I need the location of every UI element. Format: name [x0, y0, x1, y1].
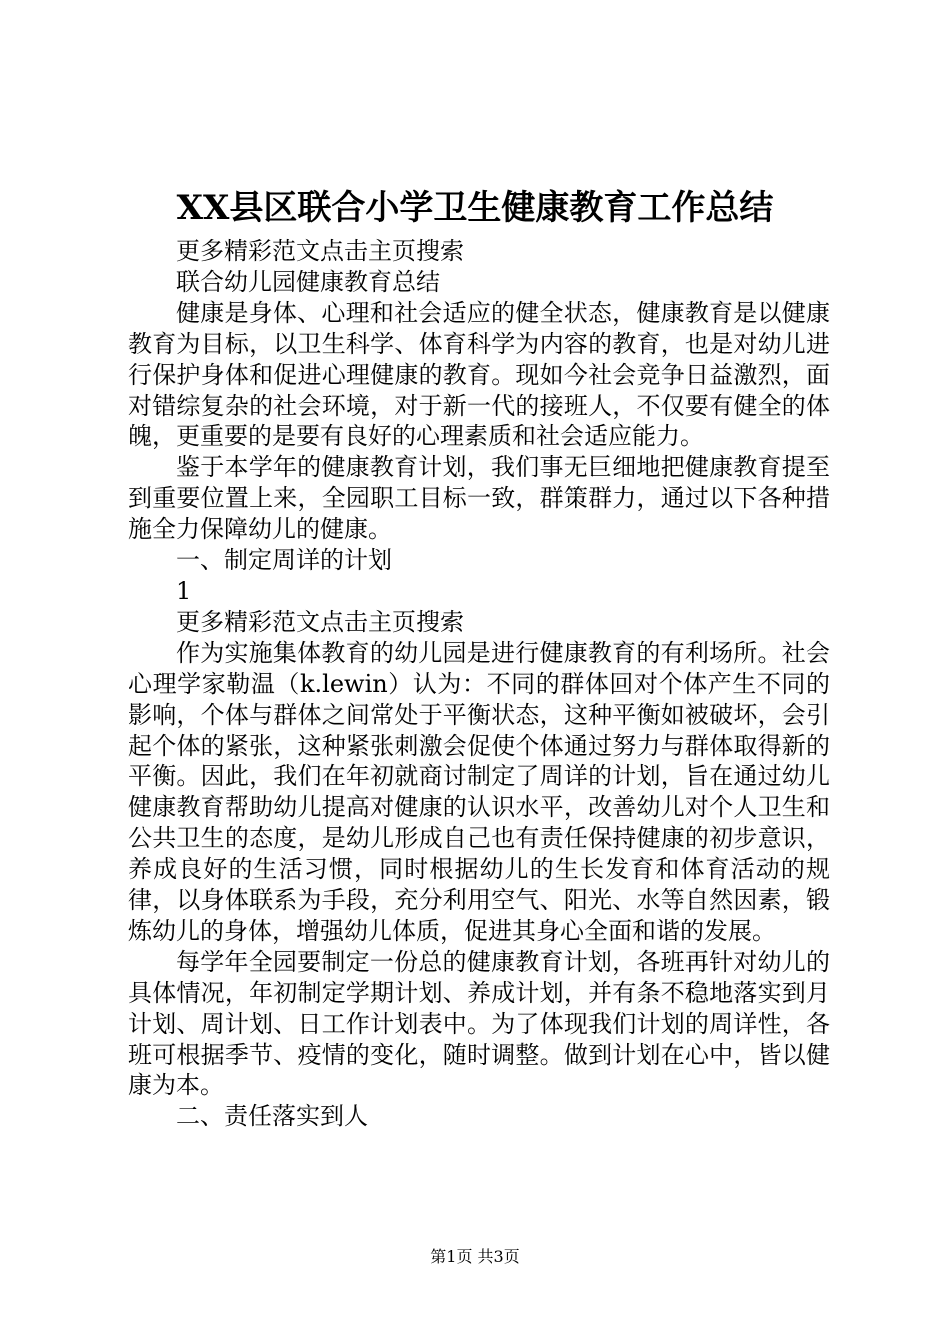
paragraph-annual-plan: 每学年全园要制定一份总的健康教育计划，各班再针对幼儿的具体情况，年初制定学期计划、养成计划，并有条不稳地落实到月计划、周计划、日工作计划表中。为了体现我们计划的周详性，各班可根据季节、疫情的变化，随时调整。做到计划在心中，皆以健康为本。: [128, 947, 830, 1100]
paragraph-subtitle: 联合幼儿园健康教育总结: [176, 267, 440, 296]
page-footer: 第1页 共3页: [430, 1247, 520, 1266]
paragraph-more-essays-2: 更多精彩范文点击主页搜索: [176, 607, 464, 636]
paragraph-health-definition: 健康是身体、心理和社会适应的健全状态，健康教育是以健康教育为目标，以卫生科学、体育科学为内容的教育，也是对幼儿进行保护身体和促进心理健康的教育。现如今社会竞争日益激烈，面对错综复杂的社会环境，对于新一代的接班人，不仅要有健全的体魄，更重要的是要有良好的心理素质和社会适应能力。: [128, 298, 830, 451]
section-heading-1: 一、制定周详的计划: [176, 546, 392, 575]
paragraph-number: 1: [176, 576, 192, 605]
document-body: [128, 236, 830, 1132]
document-title: XX县区联合小学卫生健康教育工作总结: [176, 188, 774, 228]
paragraph-collective-education: 作为实施集体教育的幼儿园是进行健康教育的有利场所。社会心理学家勒温（k.lewin）认为：不同的群体回对个体产生不同的影响，个体与群体之间常处于平衡状态，这种平衡如被破坏，会引起个体的紧张，这种紧张刺激会促使个体通过努力与群体取得新的平衡。因此，我们在年初就商讨制定了周详的计划，旨在通过幼儿健康教育帮助幼儿提高对健康的认识水平，改善幼儿对个人卫生和公共卫生的态度，是幼儿形成自己也有责任保持健康的初步意识，养成良好的生活习惯，同时根据幼儿的生长发育和体育活动的规律，以身体联系为手段，充分利用空气、阳光、水等自然因素，锻炼幼儿的身体，增强幼儿体质，促进其身心全面和谐的发展。: [128, 638, 830, 945]
paragraph-health-plan: 鉴于本学年的健康教育计划，我们事无巨细地把健康教育提至到重要位置上来，全园职工目标一致，群策群力，通过以下各种措施全力保障幼儿的健康。: [128, 453, 830, 544]
paragraph-more-essays-1: 更多精彩范文点击主页搜索: [176, 237, 464, 265]
section-heading-2: 二、责任落实到人: [176, 1102, 368, 1131]
